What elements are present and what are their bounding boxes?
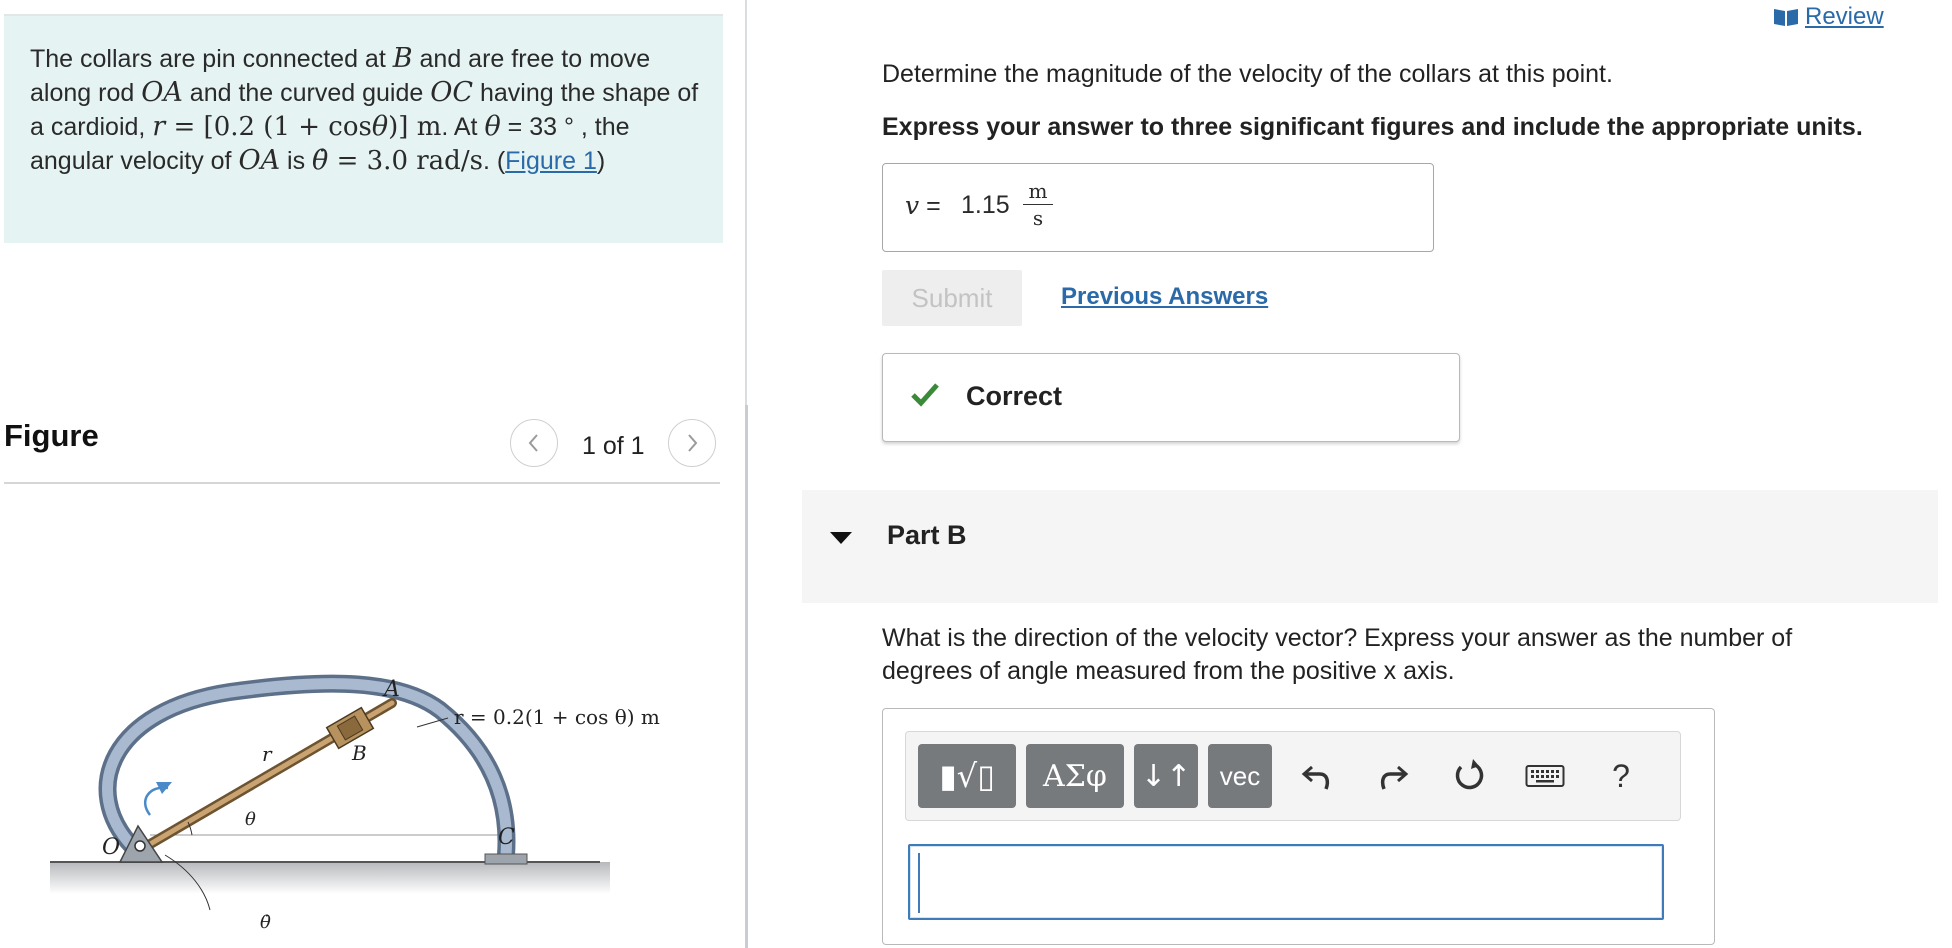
label-O: O [102, 835, 121, 860]
text-segment: having the shape of a cardioid, [30, 79, 699, 141]
text-segment: . At [441, 113, 485, 141]
result-feedback [882, 353, 1460, 442]
unit-denominator: s [1032, 206, 1044, 230]
reset-icon [1451, 758, 1487, 794]
vector-button[interactable]: vec [1208, 744, 1272, 808]
unit-numerator: m [1028, 179, 1048, 203]
math-theta: θ [371, 111, 389, 142]
text-segment: and the curved guide [182, 79, 431, 107]
answer-value: 1.15 [961, 191, 1010, 219]
text-segment: . ( [482, 147, 506, 175]
problem-statement [4, 14, 723, 243]
reset-button[interactable] [1444, 746, 1494, 806]
text-segment: is [280, 147, 313, 175]
math-bracket-close: )] [388, 112, 409, 142]
support-c [485, 854, 527, 864]
ground [50, 862, 610, 894]
text-segment: ) [596, 147, 606, 175]
keyboard-button[interactable] [1520, 746, 1570, 806]
label-theta: θ [245, 809, 256, 830]
problem-text [30, 42, 703, 178]
math-r: r [152, 111, 166, 142]
label-C: C [498, 825, 515, 850]
pin-o [135, 841, 145, 851]
review-label: Review [1805, 3, 1884, 30]
figure-next-button[interactable] [668, 419, 716, 467]
redo-icon [1376, 759, 1410, 793]
figure-count: 1 of 1 [582, 432, 645, 460]
math-theta-dot: θ̇ [312, 145, 329, 176]
answer-variable [905, 191, 941, 221]
sort-button[interactable]: ↓↑ [1134, 744, 1198, 808]
figure-diagram [40, 610, 680, 940]
part-a-question: Determine the magnitude of the velocity of the collars at this point. [882, 60, 1613, 88]
math-B: B [392, 43, 413, 74]
math-r-expression: [0.2 (1 + cos [203, 112, 372, 142]
figure-link[interactable]: Figure 1 [505, 147, 597, 175]
math-OC: OC [430, 77, 474, 108]
label-r: r [262, 742, 272, 766]
text-segment: = 33 ° , the angular velocity of [30, 113, 630, 175]
angular-velocity-arrow [145, 788, 168, 815]
chevron-right-icon [683, 432, 701, 454]
equals-sign: = [919, 192, 941, 220]
previous-answers-link[interactable]: Previous Answers [1061, 283, 1269, 310]
math-equals: = [328, 146, 367, 176]
part-b-answer-editor [882, 708, 1715, 945]
label-equation: r = 0.2(1 + cos θ) m [454, 705, 660, 729]
part-b-title: Part B [887, 520, 967, 550]
undo-button[interactable] [1292, 746, 1342, 806]
label-B: B [352, 741, 367, 765]
text-caret [918, 853, 920, 913]
answer-unit [1023, 179, 1053, 230]
part-a-instruction: Express your answer to three significant figures and include the appropriate units. [882, 113, 1863, 141]
collapse-triangle-icon[interactable] [830, 532, 852, 544]
part-b-answer-input[interactable] [908, 844, 1664, 920]
unit-fraction-bar [1023, 204, 1053, 205]
keyboard-icon [1525, 763, 1565, 789]
variable-v: v [905, 191, 920, 220]
part-b-header[interactable] [802, 490, 1938, 603]
review-link[interactable] [1773, 3, 1884, 31]
pane-divider-accent [745, 405, 748, 948]
part-b-question: What is the direction of the velocity vector? Express your answer as the number of degrees of angle measured from the positive x axis. [882, 624, 1793, 685]
greek-symbols-button[interactable]: ΑΣφ [1026, 744, 1124, 808]
math-omega-value: 3.0 rad/s [366, 146, 483, 176]
chevron-left-icon [525, 432, 543, 454]
help-button[interactable]: ? [1612, 757, 1630, 794]
figure-title: Figure [4, 418, 99, 453]
book-icon [1773, 7, 1799, 27]
label-theta-dot: θ̇ [260, 912, 271, 933]
check-icon [909, 378, 941, 410]
math-OA: OA [141, 77, 183, 108]
math-theta: θ [484, 111, 501, 142]
figure-divider [4, 482, 720, 484]
text-segment: The collars are pin connected at [30, 45, 393, 73]
math-unit: m [408, 112, 442, 142]
label-A: A [384, 677, 400, 702]
math-toolbar [905, 731, 1681, 821]
figure-prev-button[interactable] [510, 419, 558, 467]
math-OA: OA [238, 145, 281, 176]
templates-button[interactable]: ▮√▯ [918, 744, 1016, 808]
part-a-answer-box [882, 163, 1434, 252]
text-segment: and are free to move along rod [30, 45, 651, 107]
result-label: Correct [966, 381, 1063, 411]
math-equals: = [165, 112, 204, 142]
redo-button[interactable] [1368, 746, 1418, 806]
undo-icon [1300, 759, 1334, 793]
submit-button[interactable]: Submit [882, 270, 1022, 326]
